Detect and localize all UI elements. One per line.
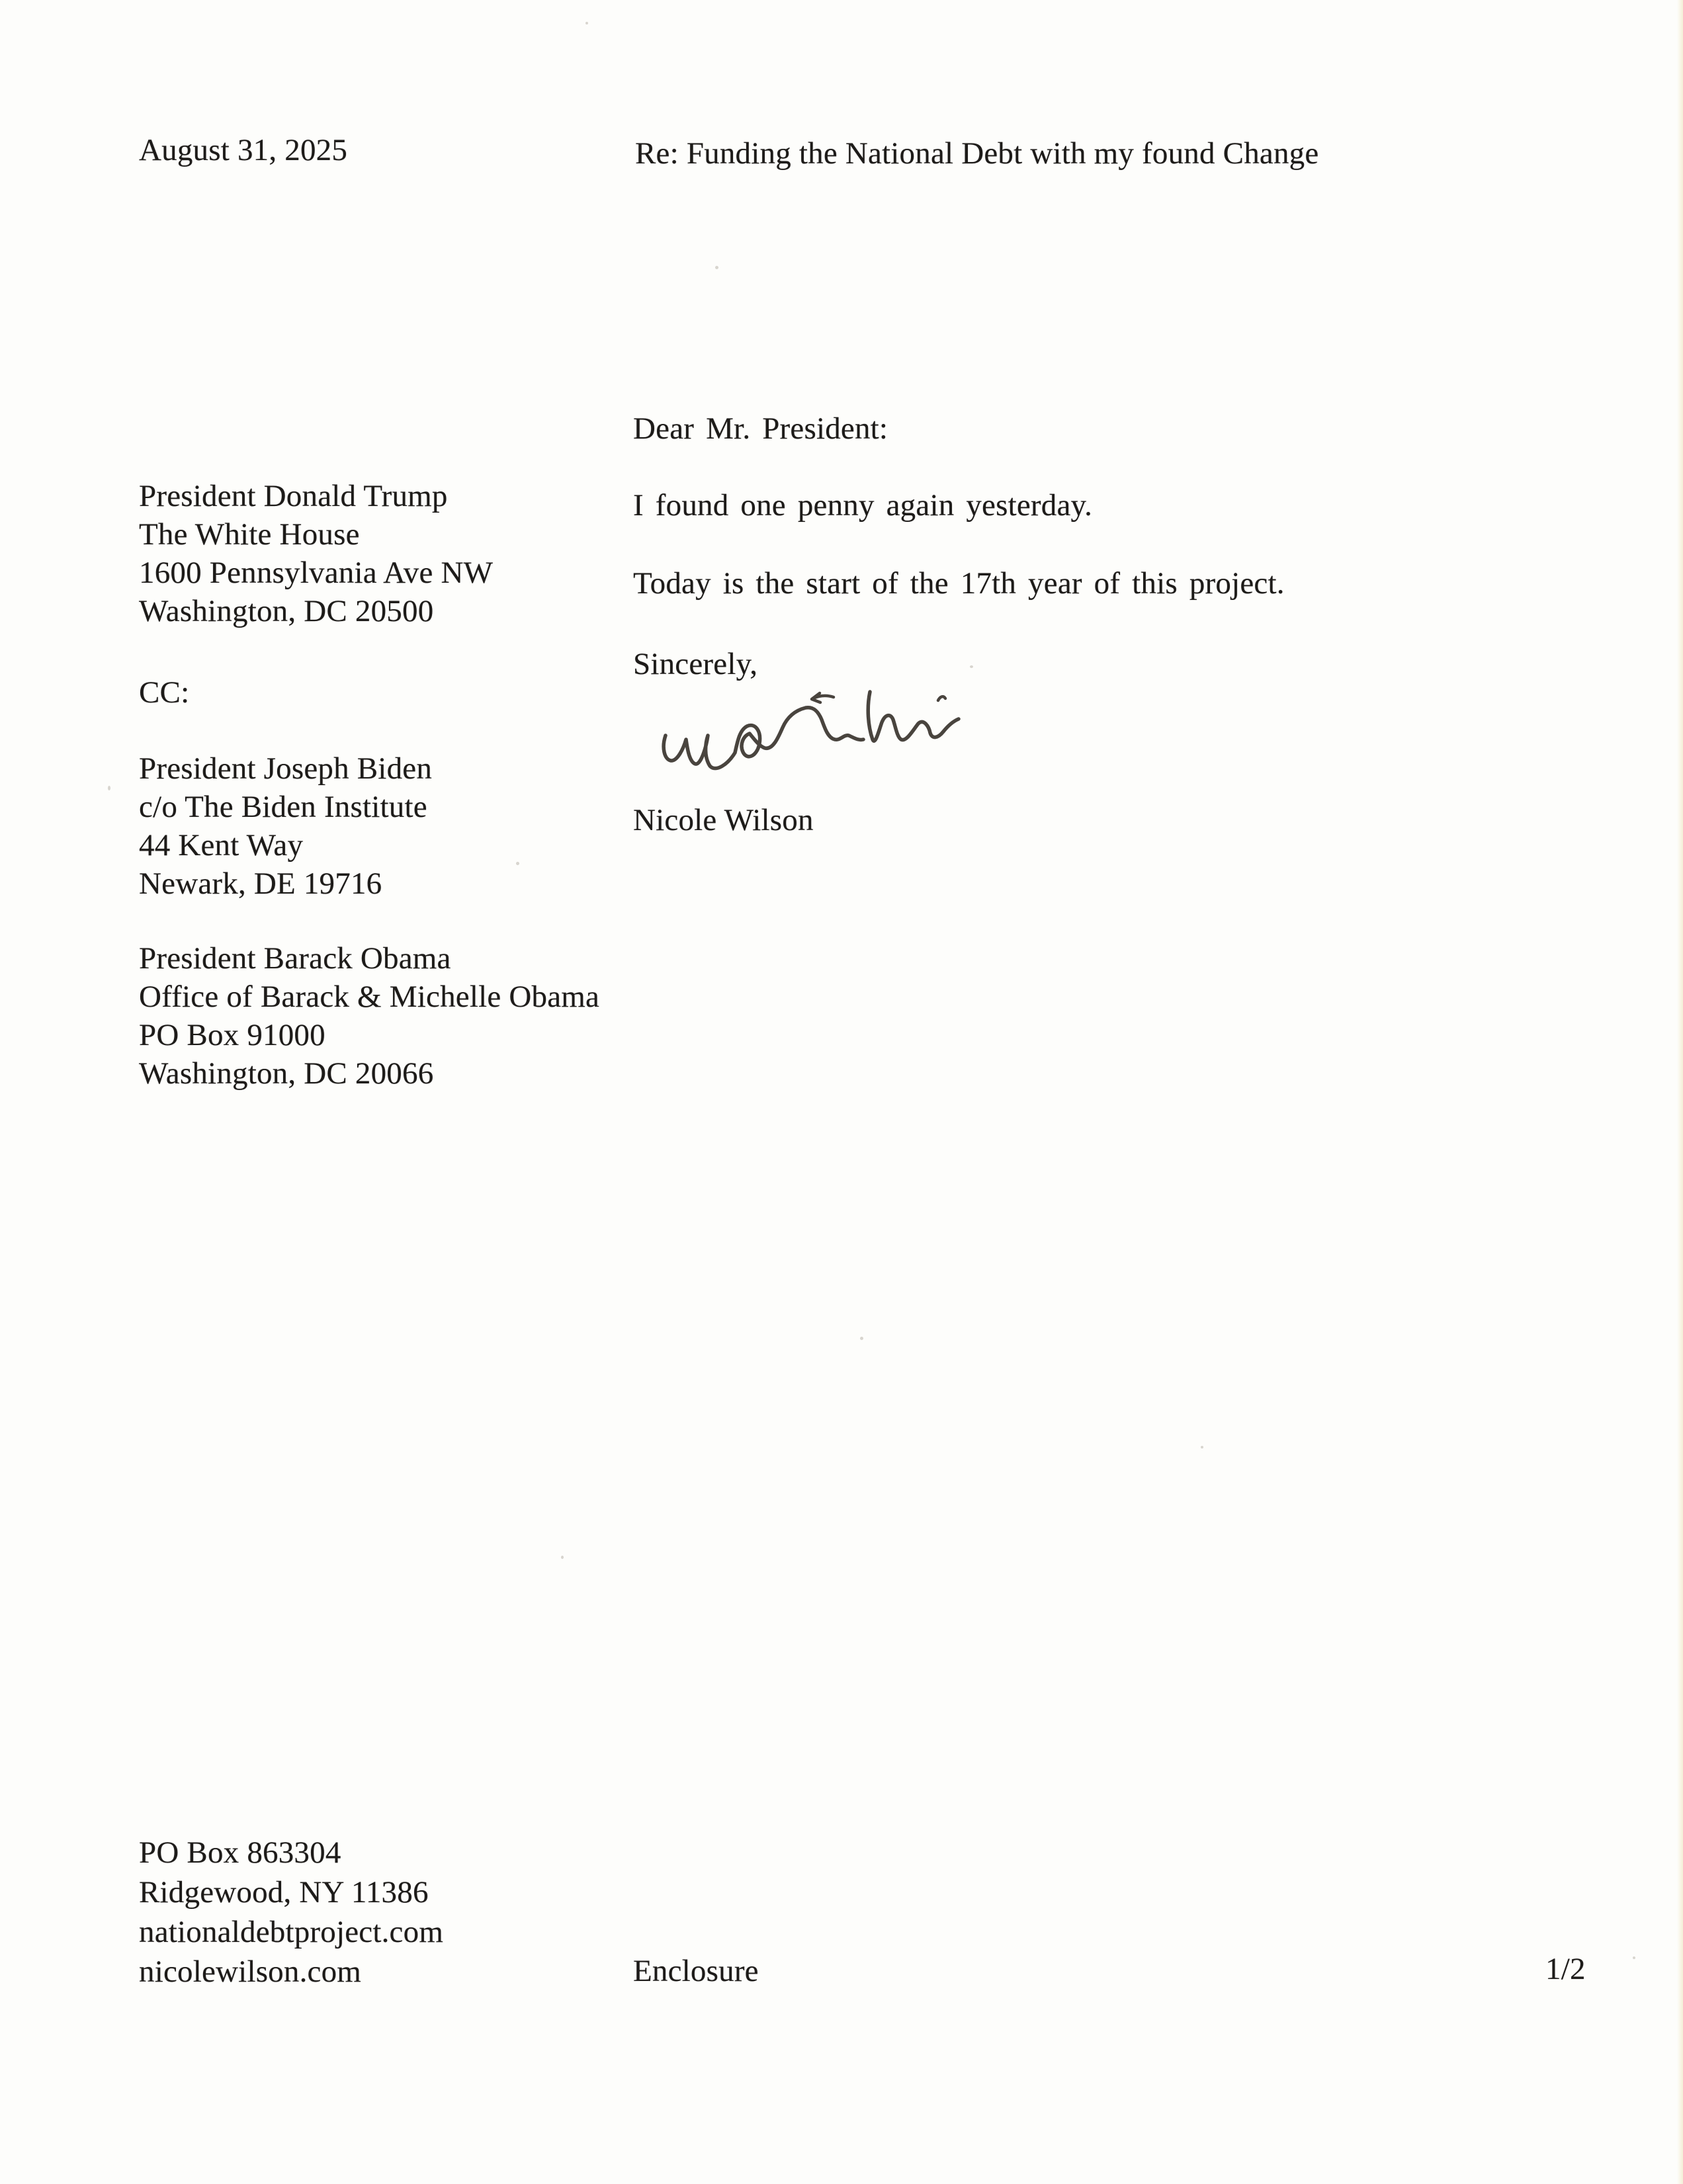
scan-speckle — [860, 1337, 863, 1340]
address-line: Office of Barack & Michelle Obama — [139, 980, 600, 1014]
address-line: nicolewilson.com — [139, 1954, 362, 1989]
address-line: Washington, DC 20500 — [139, 594, 434, 628]
enclosure-label: Enclosure — [633, 1954, 759, 1988]
address-line: nationaldebtproject.com — [139, 1915, 444, 1949]
body-paragraph-1: I found one penny again yesterday. — [633, 488, 1093, 523]
scan-speckle — [561, 1556, 564, 1559]
address-line: President Barack Obama — [139, 941, 451, 976]
subject-line: Re: Funding the National Debt with my found Change — [635, 136, 1319, 171]
signature-dot — [938, 696, 945, 700]
scan-speckle — [108, 786, 110, 790]
cc-label: CC: — [139, 675, 190, 710]
scan-speckle — [715, 266, 718, 269]
body-paragraph-2: Today is the start of the 17th year of this project. — [633, 566, 1285, 601]
address-line: 44 Kent Way — [139, 828, 304, 862]
page-number: 1/2 — [1545, 1952, 1586, 1986]
salutation: Dear Mr. President: — [633, 411, 888, 446]
address-line: The White House — [139, 517, 360, 552]
address-line: c/o The Biden Institute — [139, 790, 427, 824]
scan-speckle — [585, 22, 588, 24]
closing: Sincerely, — [633, 647, 758, 681]
letter-date: August 31, 2025 — [139, 133, 348, 167]
scan-speckle — [970, 665, 973, 668]
address-line: Washington, DC 20066 — [139, 1056, 434, 1091]
recipient-address — [139, 477, 493, 630]
sender-address — [139, 1833, 443, 1992]
address-line: PO Box 863304 — [139, 1835, 341, 1870]
signature-dash — [812, 693, 834, 702]
cc-address-obama — [139, 939, 599, 1093]
address-line: 1600 Pennsylvania Ave NW — [139, 556, 494, 590]
scan-speckle — [1633, 1956, 1635, 1959]
address-line: Newark, DE 19716 — [139, 866, 382, 901]
address-line: President Joseph Biden — [139, 751, 433, 786]
signature-stroke-main — [664, 708, 863, 769]
scan-edge-tint — [1677, 0, 1683, 2184]
scan-speckle — [1201, 1446, 1203, 1449]
cc-address-biden — [139, 749, 432, 903]
address-line: Ridgewood, NY 11386 — [139, 1875, 429, 1910]
scan-speckle — [516, 862, 519, 865]
address-line: President Donald Trump — [139, 479, 448, 513]
signature-image — [655, 683, 969, 798]
address-line: PO Box 91000 — [139, 1018, 325, 1052]
signer-name: Nicole Wilson — [633, 803, 814, 837]
